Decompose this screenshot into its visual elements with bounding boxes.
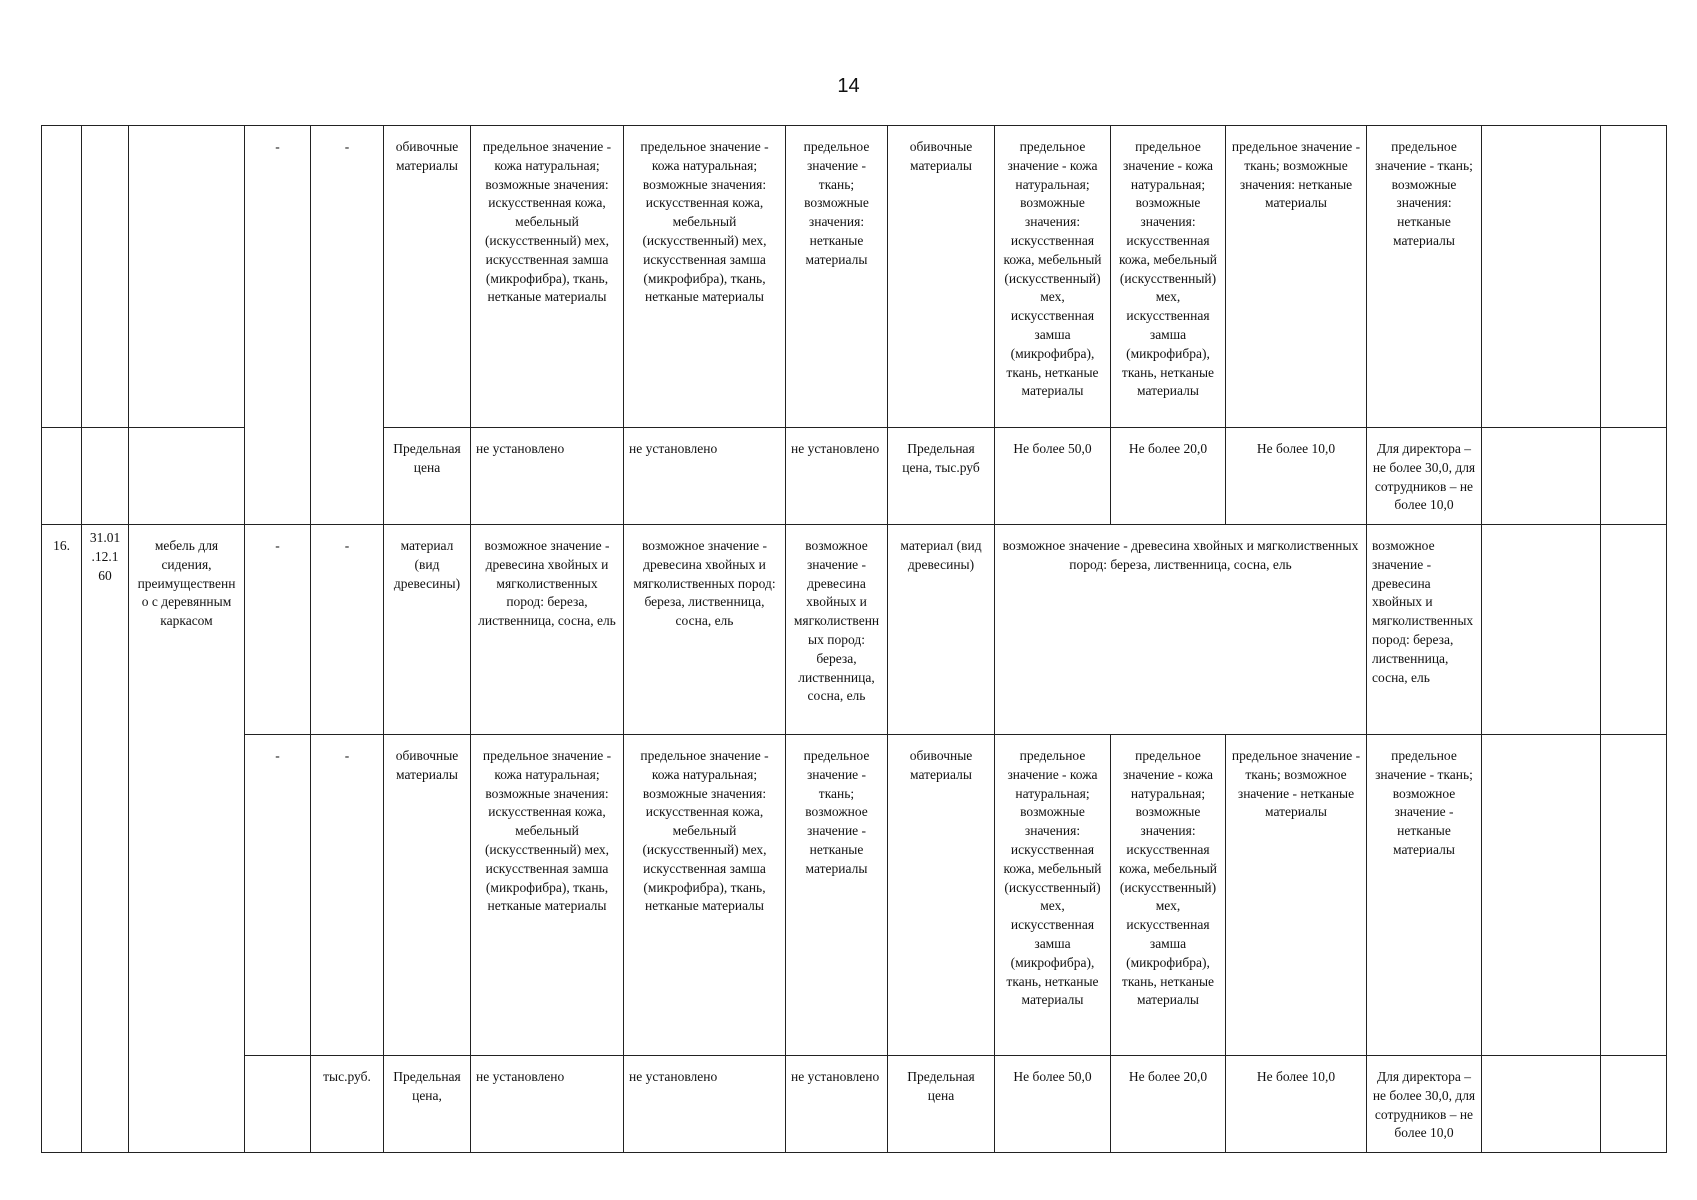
value-cell: предельное значение - кожа натуральная; возможные значения: искусственная кожа, мебельный (искусственный) мех, искусственная замша (микрофибра), ткань, нетканые материалы — [624, 126, 786, 428]
value-cell: не установлено — [471, 428, 624, 525]
empty-cell — [1601, 1056, 1667, 1153]
value-cell: предельное значение - кожа натуральная; возможные значения: искусственная кожа, мебельный (искусственный) мех, искусственная замша (микрофибра), ткань, нетканые материалы — [995, 735, 1111, 1056]
empty-cell — [1601, 525, 1667, 735]
table-row — [42, 1056, 1667, 1153]
value-cell: Не более 50,0 — [995, 1056, 1111, 1153]
item-name-cell — [129, 428, 245, 525]
value-cell: предельное значение - кожа натуральная; возможные значения: искусственная кожа, мебельный (искусственный) мех, искусственная замша (микрофибра), ткань, нетканые материалы — [995, 126, 1111, 428]
characteristic-cell: обивочные материалы — [888, 735, 995, 1056]
unit-name-cell: - — [311, 126, 384, 525]
value-cell: Не более 10,0 — [1226, 428, 1367, 525]
characteristic-cell: материал (вид древесины) — [384, 525, 471, 735]
characteristic-cell: Предельная цена — [384, 428, 471, 525]
value-cell: предельное значение - кожа натуральная; возможные значения: искусственная кожа, мебельный (искусственный) мех, искусственная замша (микрофибра), ткань, нетканые материалы — [1111, 126, 1226, 428]
empty-cell — [1601, 735, 1667, 1056]
item-name-cell — [129, 126, 245, 428]
value-cell: Не более 10,0 — [1226, 1056, 1367, 1153]
unit-code-cell — [245, 1056, 311, 1153]
value-cell: возможное значение - древесина хвойных и мягколиственных пород: береза, лиственница, сосна, ель — [1367, 525, 1482, 735]
value-cell: предельное значение - ткань; возможные значения: нетканые материалы — [1367, 126, 1482, 428]
value-cell: Не более 20,0 — [1111, 428, 1226, 525]
unit-name-cell: - — [311, 735, 384, 1056]
row-number-cell — [42, 126, 82, 428]
row-number-cell: 16. — [42, 525, 82, 1153]
okpd-code-cell — [82, 428, 129, 525]
value-cell: предельное значение - ткань; возможные значения: нетканые материалы — [1226, 126, 1367, 428]
value-cell: предельное значение - кожа натуральная; возможные значения: искусственная кожа, мебельный (искусственный) мех, искусственная замша (микрофибра), ткань, нетканые материалы — [471, 735, 624, 1056]
value-cell: предельное значение - ткань; возможное значение - нетканые материалы — [786, 735, 888, 1056]
empty-cell — [1482, 735, 1601, 1056]
unit-code-cell: - — [245, 525, 311, 735]
value-cell: Не более 50,0 — [995, 428, 1111, 525]
value-cell: предельное значение - кожа натуральная; возможные значения: искусственная кожа, мебельный (искусственный) мех, искусственная замша (микрофибра), ткань, нетканые материалы — [624, 735, 786, 1056]
characteristic-cell: Предельная цена — [888, 1056, 995, 1153]
table-row — [42, 126, 1667, 428]
requirements-table — [41, 125, 1667, 1153]
characteristic-cell: обивочные материалы — [384, 126, 471, 428]
value-cell: предельное значение - кожа натуральная; возможные значения: искусственная кожа, мебельный (искусственный) мех, искусственная замша (микрофибра), ткань, нетканые материалы — [1111, 735, 1226, 1056]
value-cell: возможное значение - древесина хвойных и мягколиственных пород: береза, лиственница, сосна, ель — [471, 525, 624, 735]
value-cell: не установлено — [786, 1056, 888, 1153]
empty-cell — [1482, 525, 1601, 735]
value-cell: не установлено — [624, 428, 786, 525]
unit-name-cell: - — [311, 525, 384, 735]
value-cell: Для директора – не более 30,0, для сотрудников – не более 10,0 — [1367, 1056, 1482, 1153]
characteristic-cell: материал (вид древесины) — [888, 525, 995, 735]
okpd-code-cell — [82, 126, 129, 428]
empty-cell — [1482, 1056, 1601, 1153]
empty-cell — [1601, 126, 1667, 428]
unit-code-cell: - — [245, 735, 311, 1056]
empty-cell — [1482, 428, 1601, 525]
page-number: 14 — [837, 75, 860, 97]
okpd-code-cell: 31.01 .12.1 60 — [82, 525, 129, 1153]
value-cell: не установлено — [624, 1056, 786, 1153]
value-cell: Для директора – не более 30,0, для сотрудников – не более 10,0 — [1367, 428, 1482, 525]
unit-name-cell: тыс.руб. — [311, 1056, 384, 1153]
value-cell: Не более 20,0 — [1111, 1056, 1226, 1153]
value-cell: не установлено — [786, 428, 888, 525]
item-name-cell: мебель для сидения, преимущественн о с деревянным каркасом — [129, 525, 245, 1153]
value-cell: предельное значение - ткань; возможное значение - нетканые материалы — [1226, 735, 1367, 1056]
value-cell: возможное значение - древесина хвойных и мягколиственных пород: береза, лиственница, сосна, ель — [624, 525, 786, 735]
characteristic-cell: обивочные материалы — [888, 126, 995, 428]
value-cell: предельное значение - ткань; возможные значения: нетканые материалы — [786, 126, 888, 428]
characteristic-cell: Предельная цена, — [384, 1056, 471, 1153]
empty-cell — [1601, 428, 1667, 525]
table-row — [42, 525, 1667, 735]
unit-code-cell: - — [245, 126, 311, 525]
characteristic-cell: обивочные материалы — [384, 735, 471, 1056]
value-cell: предельное значение - ткань; возможное значение - нетканые материалы — [1367, 735, 1482, 1056]
characteristic-cell: Предельная цена, тыс.руб — [888, 428, 995, 525]
merged-value-cell: возможное значение - древесина хвойных и мягколиственных пород: береза, лиственница, сосна, ель — [995, 525, 1367, 735]
value-cell: возможное значение - древесина хвойных и мягколиственных пород: береза, лиственница, сосна, ель — [786, 525, 888, 735]
empty-cell — [1482, 126, 1601, 428]
table-row — [42, 735, 1667, 1056]
row-number-cell — [42, 428, 82, 525]
value-cell: предельное значение - кожа натуральная; возможные значения: искусственная кожа, мебельный (искусственный) мех, искусственная замша (микрофибра), ткань, нетканые материалы — [471, 126, 624, 428]
value-cell: не установлено — [471, 1056, 624, 1153]
